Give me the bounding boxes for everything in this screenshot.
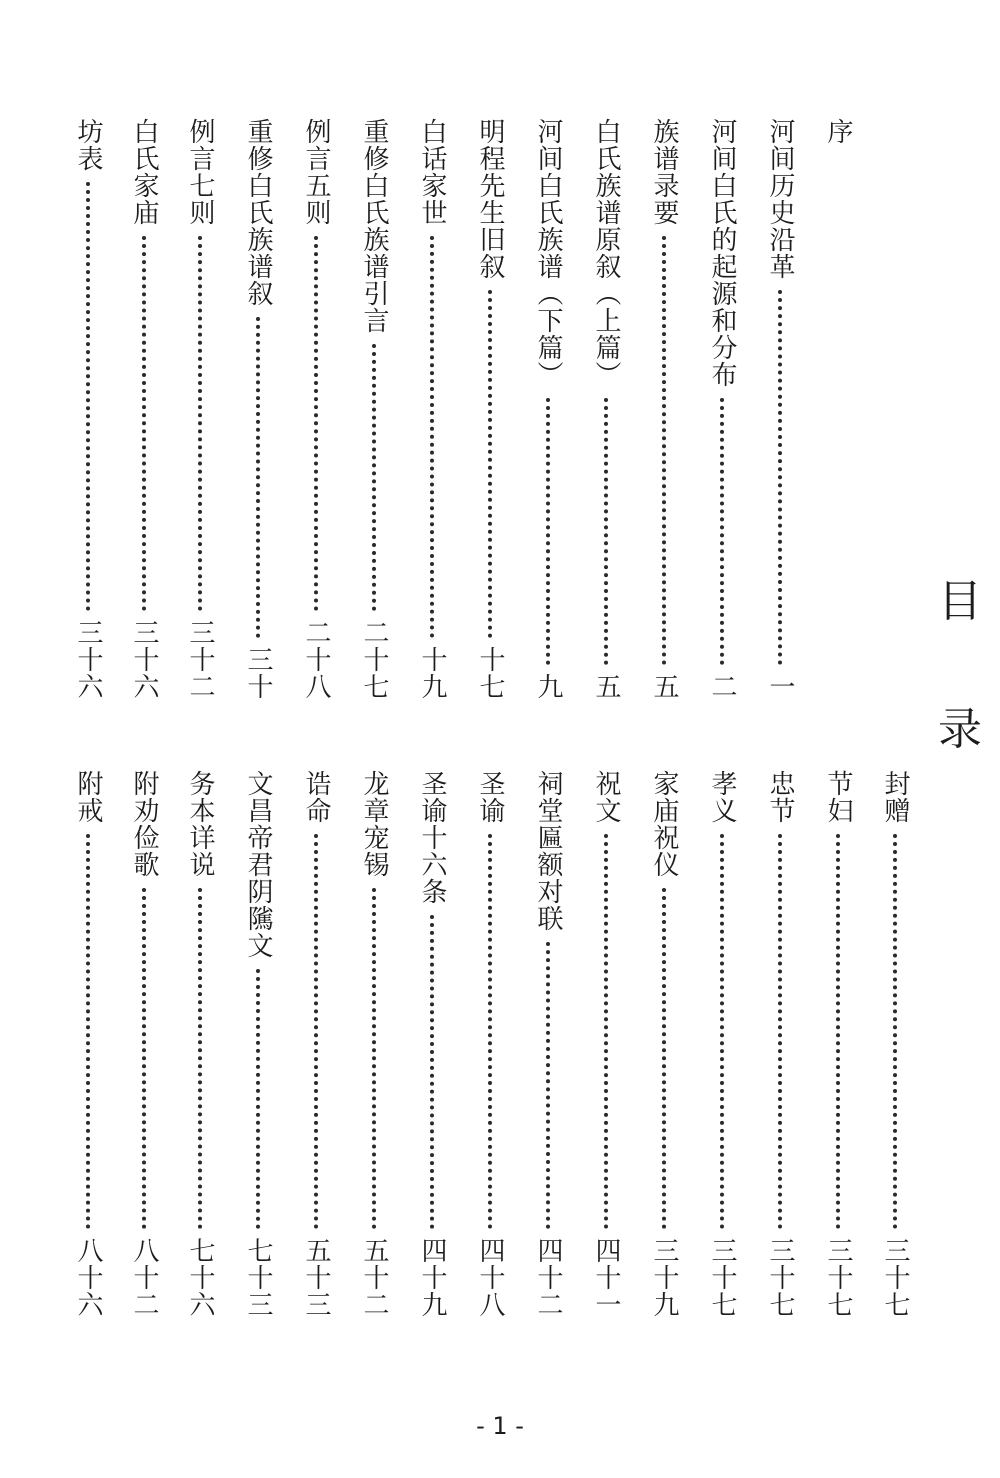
toc-leader-dots xyxy=(142,888,146,1229)
toc-entry-title: 河间白氏的起源和分布 xyxy=(707,118,737,388)
toc-leader-dots xyxy=(893,834,897,1229)
toc-entry[interactable] xyxy=(760,118,800,700)
toc-entry-page: 八十二 xyxy=(129,1237,159,1318)
toc-entry-title: 忠节 xyxy=(765,770,795,824)
toc-entry-title: 文昌帝君阴隲文 xyxy=(243,770,273,959)
toc-heading-char-2: 录 xyxy=(938,704,982,755)
toc-leader-dots xyxy=(778,290,782,665)
toc-entry-title: 祝文 xyxy=(591,770,621,824)
toc-entry[interactable] xyxy=(412,118,452,700)
toc-entry-page: 五 xyxy=(591,673,621,700)
toc-entry-title: 诰命 xyxy=(301,770,331,824)
toc-entry[interactable] xyxy=(644,118,684,700)
toc-entry-title: 白话家世 xyxy=(417,118,447,226)
toc-entry[interactable] xyxy=(875,770,915,1318)
toc-entry[interactable] xyxy=(760,770,800,1318)
toc-entry-page: 四十九 xyxy=(417,1237,447,1318)
toc-heading-char-1: 目 xyxy=(938,576,982,627)
toc-entry-title: 重修白氏族谱引言 xyxy=(359,118,389,334)
toc-entry-title: 圣谕 xyxy=(475,770,505,824)
toc-entry-title: 祠堂匾额对联 xyxy=(533,770,563,932)
toc-leader-dots xyxy=(142,236,146,611)
toc-leader-dots xyxy=(314,834,318,1229)
toc-entry-title: 龙章宠锡 xyxy=(359,770,389,878)
toc-entry-title: 封赠 xyxy=(880,770,910,824)
toc-entry-title: 节妇 xyxy=(823,770,853,824)
toc-entry-page: 四十八 xyxy=(475,1237,505,1318)
toc-leader-dots xyxy=(372,888,376,1229)
toc-entry[interactable] xyxy=(702,770,742,1318)
toc-entry-page: 二十八 xyxy=(301,619,331,700)
page-number: - 1 - xyxy=(476,1412,524,1440)
toc-entry[interactable] xyxy=(818,118,858,700)
toc-entry-title: 例言五则 xyxy=(301,118,331,226)
toc-leader-dots xyxy=(720,398,724,665)
toc-entry-page: 七十三 xyxy=(243,1237,273,1318)
toc-entry[interactable] xyxy=(412,770,452,1318)
toc-entry-page: 四十二 xyxy=(533,1237,563,1318)
toc-entry[interactable] xyxy=(528,770,568,1318)
toc-entry[interactable] xyxy=(180,770,220,1318)
toc-leader-dots xyxy=(604,398,608,665)
toc-entry-page: 五 xyxy=(649,673,679,700)
toc-entry[interactable] xyxy=(296,118,336,700)
toc-entry[interactable] xyxy=(470,118,510,700)
toc-entry-title: 附劝俭歌 xyxy=(129,770,159,878)
toc-leader-dots xyxy=(546,398,550,665)
toc-entry[interactable] xyxy=(124,770,164,1318)
toc-leader-dots xyxy=(662,888,666,1229)
toc-entry-page: 二 xyxy=(707,673,737,700)
toc-leader-dots xyxy=(198,236,202,611)
toc-entry-title: 序 xyxy=(823,118,853,145)
toc-entry-page: 三十二 xyxy=(185,619,215,700)
toc-leader-dots xyxy=(256,969,260,1229)
toc-entry-page: 三十七 xyxy=(707,1237,737,1318)
toc-leader-dots xyxy=(256,317,260,638)
toc-entry[interactable] xyxy=(68,118,108,700)
toc-entry[interactable] xyxy=(586,118,626,700)
toc-entry[interactable] xyxy=(818,770,858,1318)
toc-entry-title: 孝义 xyxy=(707,770,737,824)
toc-entry-page: 二十七 xyxy=(359,619,389,700)
toc-leader-dots xyxy=(86,182,90,611)
toc-leader-dots xyxy=(314,236,318,611)
toc-entry-page: 四十一 xyxy=(591,1237,621,1318)
toc-entry-title: 附戒 xyxy=(73,770,103,824)
toc-entry-title: 白氏家庙 xyxy=(129,118,159,226)
toc-entry-page: 三十九 xyxy=(649,1237,679,1318)
toc-entry-page: 一 xyxy=(765,673,795,700)
toc-entry[interactable] xyxy=(528,118,568,700)
toc-entry[interactable] xyxy=(644,770,684,1318)
toc-entry-title: 白氏族谱原叙（上篇） xyxy=(591,118,621,388)
toc-entry[interactable] xyxy=(180,118,220,700)
toc-entry[interactable] xyxy=(68,770,108,1318)
toc-leader-dots xyxy=(546,942,550,1229)
toc-entry-page: 十九 xyxy=(417,646,447,700)
toc-leader-dots xyxy=(604,834,608,1229)
toc-entry[interactable] xyxy=(354,770,394,1318)
toc-entry-title: 家庙祝仪 xyxy=(649,770,679,878)
toc-entry-title: 坊表 xyxy=(73,118,103,172)
toc-entry-page: 五十二 xyxy=(359,1237,389,1318)
toc-entry-page: 三十六 xyxy=(129,619,159,700)
toc-entry[interactable] xyxy=(238,770,278,1318)
toc-entry-title: 河间白氏族谱（下篇） xyxy=(533,118,563,388)
toc-entry-page: 三十七 xyxy=(880,1237,910,1318)
toc-entry-title: 务本详说 xyxy=(185,770,215,878)
toc-leader-dots xyxy=(836,834,840,1229)
toc-entry-title: 例言七则 xyxy=(185,118,215,226)
toc-heading xyxy=(930,576,990,755)
toc-leader-dots xyxy=(372,344,376,611)
toc-entry-page: 九 xyxy=(533,673,563,700)
toc-entry-title: 圣谕十六条 xyxy=(417,770,447,905)
toc-leader-dots xyxy=(488,834,492,1229)
toc-entry-page: 三十七 xyxy=(765,1237,795,1318)
toc-leader-dots xyxy=(430,236,434,638)
toc-entry[interactable] xyxy=(124,118,164,700)
toc-leader-dots xyxy=(488,290,492,638)
toc-entry[interactable] xyxy=(470,770,510,1318)
toc-entry[interactable] xyxy=(702,118,742,700)
toc-entry[interactable] xyxy=(238,118,278,700)
toc-entry-title: 重修白氏族谱叙 xyxy=(243,118,273,307)
toc-leader-dots xyxy=(198,888,202,1229)
toc-entry-title: 河间历史沿革 xyxy=(765,118,795,280)
toc-entry-page: 三十 xyxy=(243,646,273,700)
toc-entry-page: 七十六 xyxy=(185,1237,215,1318)
toc-leader-dots xyxy=(430,915,434,1229)
toc-entry-page: 八十六 xyxy=(73,1237,103,1318)
toc-entry[interactable] xyxy=(586,770,626,1318)
toc-entry-page: 三十六 xyxy=(73,619,103,700)
toc-entry[interactable] xyxy=(354,118,394,700)
toc-entry-title: 明程先生旧叙 xyxy=(475,118,505,280)
toc-leader-dots xyxy=(86,834,90,1229)
toc-entry-page: 三十七 xyxy=(823,1237,853,1318)
toc-leader-dots xyxy=(662,236,666,665)
toc-entry-page: 五十三 xyxy=(301,1237,331,1318)
toc-entry-page: 十七 xyxy=(475,646,505,700)
toc-entry-title: 族谱录要 xyxy=(649,118,679,226)
toc-entry[interactable] xyxy=(296,770,336,1318)
toc-leader-dots xyxy=(778,834,782,1229)
toc-leader-dots xyxy=(720,834,724,1229)
